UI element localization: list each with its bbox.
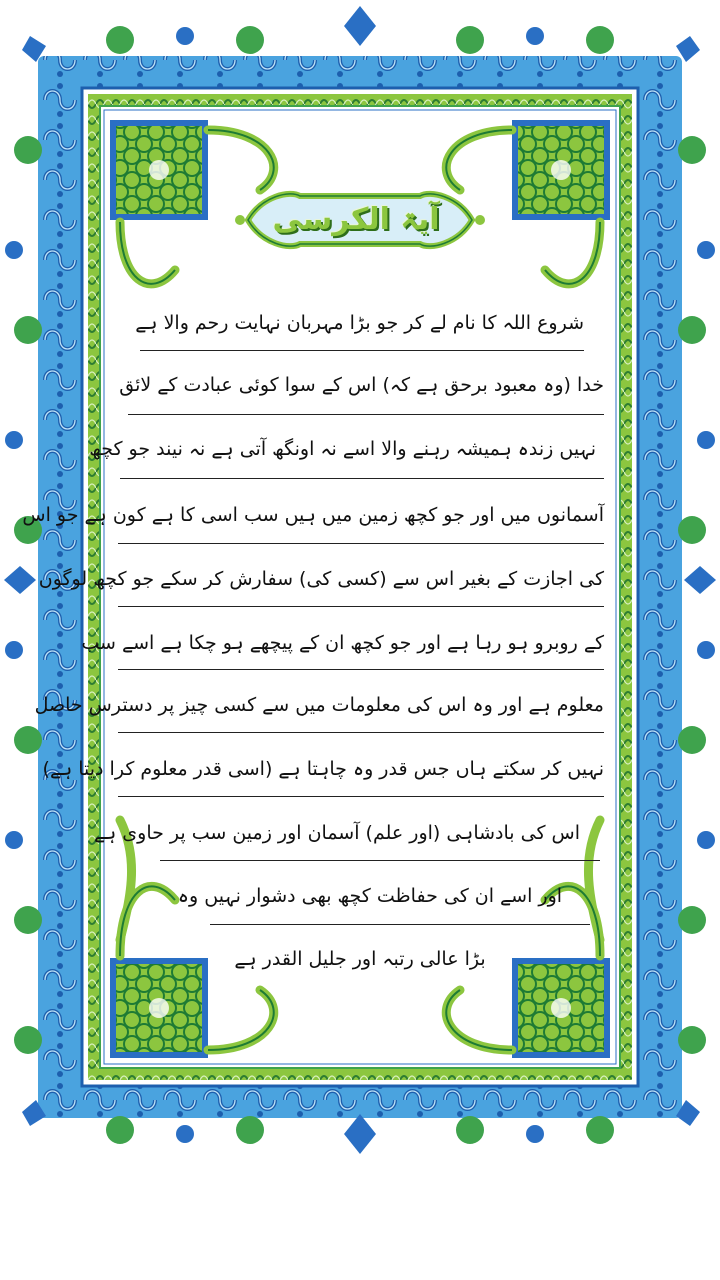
verse-line: بڑا عالی رتبہ اور جلیل القدر ہے (234, 948, 486, 970)
verse-rule (118, 796, 604, 797)
verse-rule (140, 350, 584, 351)
verse-line: نہیں کر سکتے ہاں جس قدر وہ چاہتا ہے (اسی قدر معلوم کرا دیتا ہے) (42, 758, 604, 780)
verse-rule (118, 669, 604, 670)
verse-rule (210, 924, 590, 925)
page-title: آیۃ الکرسی (272, 201, 440, 237)
verse-line: خدا (وہ معبود برحق ہے کہ) اس کے سوا کوئی عبادت کے لائق (119, 374, 604, 396)
verse-rule (118, 543, 604, 544)
verse-line: معلوم ہے اور وہ اس کی معلومات میں سے کسی چیز پر دسترس حاصل (34, 694, 604, 716)
verse-line: اس کی بادشاہی (اور علم) آسمان اور زمین سب پر حاوی ہے (93, 822, 580, 844)
verse-line: شروع اللہ کا نام لے کر جو بڑا مہربان نہایت رحم والا ہے (135, 312, 584, 334)
verse-line: کی اجازت کے بغیر اس سے (کسی کی) سفارش کر سکے جو کچھ لوگوں (38, 568, 604, 590)
verse-line: کے روبرو ہو رہا ہے اور جو کچھ ان کے پیچھے ہو چکا ہے اسے سب (81, 632, 604, 654)
verse-rule (118, 606, 604, 607)
verse-line: اور اسے ان کی حفاظت کچھ بھی دشوار نہیں وہ (177, 885, 563, 907)
verse-rule (128, 414, 604, 415)
verse-line: آسمانوں میں اور جو کچھ زمین میں ہیں سب اسی کا ہے کون ہے جو اس (22, 504, 604, 526)
verse-rule (118, 732, 604, 733)
title-cartouche (250, 186, 462, 252)
verse-line: نہیں زندہ ہمیشہ رہنے والا اسے نہ اونگھ آتی ہے نہ نیند جو کچھ (89, 438, 596, 460)
verse-rule (160, 860, 600, 861)
verse-rule (120, 478, 604, 479)
